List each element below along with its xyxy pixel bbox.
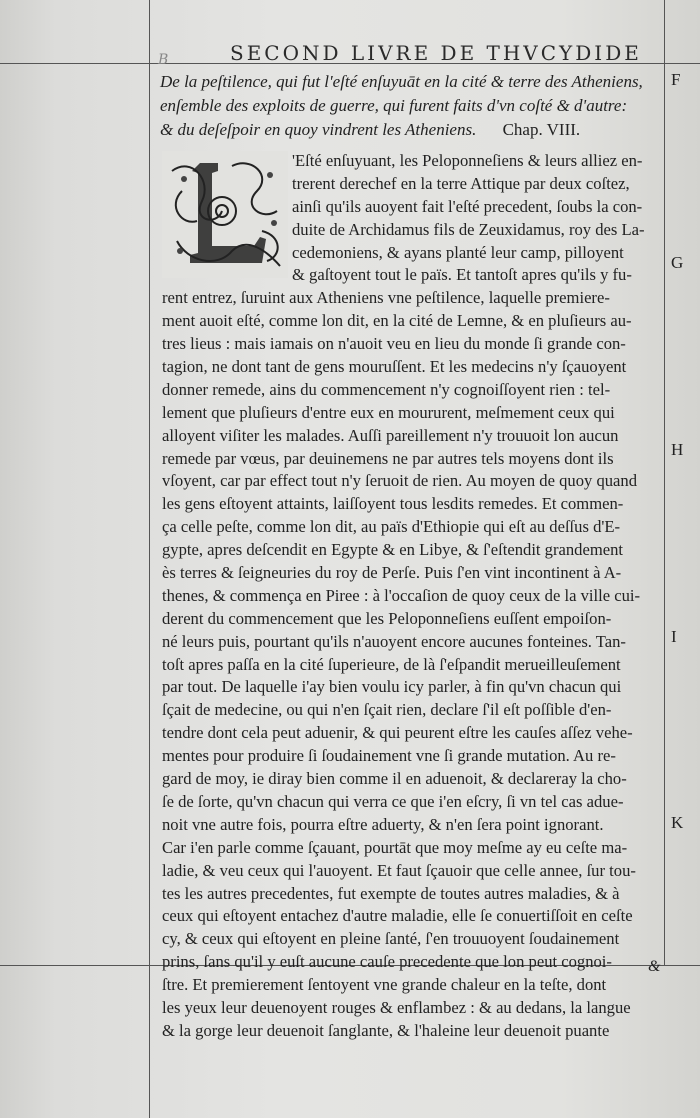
- text-line: alloyent viſiter les malades. Auſſi pareillement n'y trouuoit lon aucun: [162, 425, 619, 445]
- text-line: donner remede, ains du commencement n'y cognoiſſoyent rien : tel-: [162, 379, 611, 399]
- pencil-mark: B: [158, 52, 169, 68]
- text-line: duite de Archidamus fils de Zeuxidamus, roy des La-: [292, 219, 645, 239]
- text-line: ſtre. Et premierement ſentoyent vne grande chaleur en la teſte, dont: [162, 975, 607, 995]
- chapter-heading: [160, 70, 670, 142]
- chapter-heading-line: De la peſtilence, qui fut l'eſté enſuyuāt en la cité & terre des Atheniens,: [160, 72, 643, 91]
- text-line: vſoyent, car par effect tout n'y ſeruoit de rien. Au moyen de quoy quand: [162, 471, 638, 491]
- chapter-number: Chap. VIII.: [502, 120, 581, 139]
- margin-letter-G: G: [671, 253, 684, 272]
- running-header: SECOND LIVRE DE THVCYDIDE: [230, 41, 642, 65]
- text-line: cy, & ceux qui eſtoyent en pleine ſanté, ſ'en trouuoyent ſoudainement: [162, 929, 620, 949]
- text-line: rent entrez, ſuruint aux Atheniens vne peſtilence, laquelle premiere-: [162, 288, 610, 308]
- right-rule: [664, 0, 665, 965]
- text-line: 'Eſté enſuyuant, les Peloponneſiens & leurs alliez en-: [292, 151, 643, 170]
- chapter-heading-line: enſemble des exploits de guerre, qui furent faits d'vn coſté & d'autre:: [160, 96, 628, 115]
- text-line: ment auoit eſté, comme lon dit, en la cité de Lemne, & en pluſieurs au-: [162, 311, 632, 331]
- text-line: Car i'en parle comme ſçauant, pourtāt que moy meſme ay eu ceſte ma-: [162, 837, 628, 857]
- text-line: mentes pour produire ſi ſoudainement vne ſi grande mutation. Au re-: [162, 746, 616, 766]
- text-line: tres lieus : mais iamais on n'auoit veu en lieu du monde ſi grande con-: [162, 334, 626, 354]
- margin-letter-I: I: [671, 627, 677, 646]
- text-line: trerent derechef en la terre Attique par deux coſtez,: [292, 173, 630, 193]
- text-line: ſçait de medecine, ou qui n'en ſçait rien, declare ſ'il eſt poſſible d'en-: [162, 700, 612, 720]
- text-line: ſe de ſorte, qu'vn chacun qui verra ce que i'en eſcry, ſi vn tel cas adue-: [162, 791, 624, 811]
- left-rule: [149, 0, 150, 1118]
- text-line: tes les autres precedentes, fut exempte de toutes autres maladies, & à: [162, 883, 620, 903]
- chapter-heading-line: [160, 118, 670, 142]
- text-line: ainſi qu'ils auoyent fait l'eſté precedent, ſoubs la con-: [292, 196, 643, 216]
- text-line: tagion, ne dont tant de gens mouruſſent. Et les medecins n'y ſçauoyent: [162, 357, 627, 377]
- text-line: par tout. De laquelle i'ay bien voulu icy parler, à fin qu'vn chacun qui: [162, 677, 622, 697]
- margin-letter-H: H: [671, 440, 684, 459]
- text-line: & la gorge leur deuenoit ſanglante, & l'haleine leur deuenoit puante: [162, 1020, 610, 1040]
- text-line: les gens eſtoyent attaints, laiſſoyent tous lesdits remedes. Et commen-: [162, 494, 624, 514]
- text-line: ès terres & ſeigneuries du roy de Perſe. Puis ſ'en vint incontinent à A-: [162, 563, 622, 583]
- text-line: toſt apres paſſa en la cité ſuperieure, de là ſ'eſpandit merueilleuſement: [162, 654, 621, 674]
- text-line: tendre dont cela peut aduenir, & qui peurent eſtre les cauſes aſſez vehe-: [162, 723, 633, 743]
- margin-letter-F: F: [671, 70, 681, 89]
- text-line: gypte, apres deſcendit en Egypte & en Libye, & ſ'eſtendit grandement: [162, 540, 624, 560]
- catchword: &: [648, 958, 661, 975]
- text-line: ladie, & veu ceux qui l'auoyent. Et faut ſçauoir que celle annee, ſur tou-: [162, 860, 636, 880]
- text-line: ça celle peſte, comme lon dit, au païs d'Ethiopie qui eſt au deſſus d'E-: [162, 517, 621, 537]
- text-line: lement que pluſieurs d'entre eux en moururent, meſmement ceux qui: [162, 402, 615, 422]
- text-line: noit vne autre fois, pourra eſtre aduerty, & n'en ſera point ignorant.: [162, 814, 604, 834]
- body-text: [162, 150, 662, 1043]
- text-line: thenes, & commença en Piree : à l'occaſion de quoy ceux de la ville cui-: [162, 585, 641, 605]
- text-line: cedemoniens, & ayans planté leur camp, pilloyent: [292, 242, 624, 262]
- text-line: gard de moy, ie diray bien comme il en aduenoit, & declareray la cho-: [162, 769, 627, 789]
- text-line: né leurs puis, pourtant qu'ils n'auoyent encore aucunes fonteines. Tan-: [162, 631, 626, 651]
- margin-letter-K: K: [671, 813, 684, 832]
- text-line: ceux qui eſtoyent entachez d'autre maladie, elle ſe conuertiſſoit en ceſte: [162, 906, 633, 926]
- text-line: & gaſtoyent tout le païs. Et tantoſt apres qu'ils y fu-: [292, 265, 632, 285]
- chapter-heading-text: & du deſeſpoir en quoy vindrent les Atheniens.: [160, 120, 477, 139]
- text-line: les yeux leur deuenoyent rouges & enflambez : & au dedans, la langue: [162, 997, 631, 1017]
- text-line: remede par vœus, par deuinemens ne par autres tels moyens dont ils: [162, 448, 614, 468]
- text-line: derent du commencement que les Peloponneſiens euſſent empoiſon-: [162, 608, 612, 628]
- text-line: prins, ſans qu'il y euſt aucune cauſe precedente que lon peut cognoi-: [162, 952, 612, 972]
